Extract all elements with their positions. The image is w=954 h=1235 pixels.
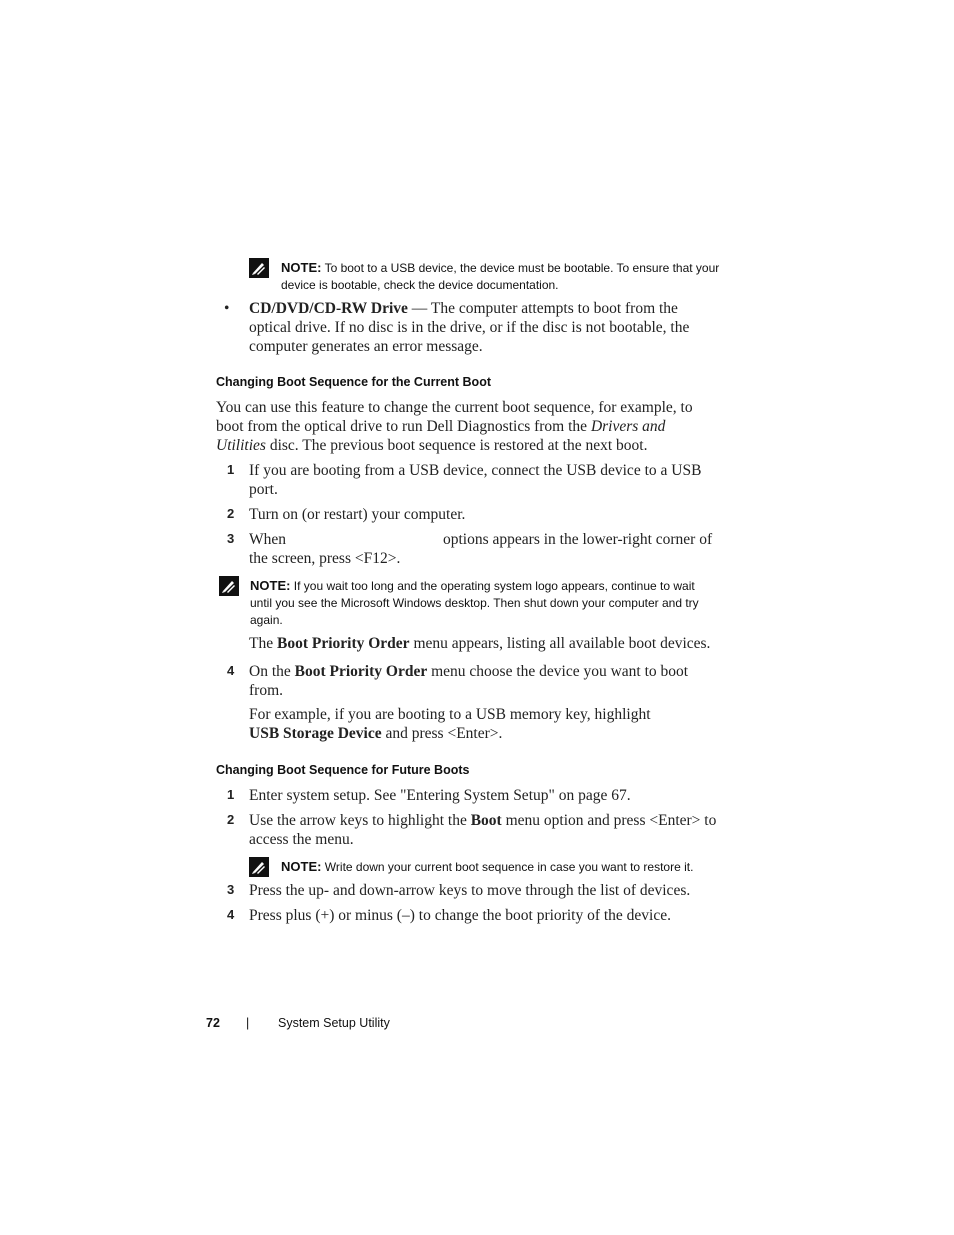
step-number: 1	[227, 462, 235, 477]
note-label: NOTE:	[281, 859, 322, 874]
step-text-b: menu choose the device you want to boot from.	[249, 663, 689, 699]
step-number: 3	[227, 882, 235, 897]
page-number: 72	[206, 1016, 220, 1030]
intro-text-a: You can use this feature to change the current boot sequence, for example, to boot from the optical drive to run Dell Diagnostics from the	[216, 399, 693, 435]
bullet-cd-drive	[249, 299, 704, 356]
note-icon	[249, 857, 269, 877]
bullet-text: — The computer attempts to boot from the optical drive. If no disc is in the drive, or if the disc is not bootable, the computer generates an error message.	[249, 300, 690, 355]
step-text: Enter system setup. See "Entering System Setup" on page 67.	[249, 787, 631, 804]
step-number: 4	[227, 907, 235, 922]
note-text: Write down your current boot sequence in case you want to restore it.	[324, 860, 694, 874]
step-text	[249, 811, 719, 849]
note-icon	[219, 576, 239, 596]
note-icon	[249, 258, 269, 278]
note-label: NOTE:	[281, 260, 322, 275]
section-heading-future-boots: Changing Boot Sequence for Future Boots	[216, 763, 470, 777]
intro-text-b: disc. The previous boot sequence is restored at the next boot.	[265, 437, 648, 454]
example-paragraph	[249, 705, 669, 743]
step-text: Press the up- and down-arrow keys to move through the list of devices.	[249, 882, 691, 899]
step-text: If you are booting from a USB device, connect the USB device to a USB port.	[249, 462, 702, 498]
example-text-a: For example, if you are booting to a USB memory key, highlight	[249, 706, 651, 723]
para-text-a: The	[249, 635, 277, 652]
step-text-a: When	[249, 531, 287, 548]
footer-section-title: System Setup Utility	[278, 1016, 390, 1030]
bullet-symbol: •	[224, 300, 230, 317]
footer-separator: |	[246, 1016, 250, 1030]
step-text: Turn on (or restart) your computer.	[249, 506, 466, 523]
step-bold: Boot Priority Order	[294, 663, 428, 680]
note-usb-bootable	[281, 259, 721, 294]
example-bold: USB Storage Device	[249, 725, 382, 742]
boot-menu-paragraph	[249, 634, 719, 653]
step-bold: Boot	[470, 812, 502, 829]
section-heading-current-boot: Changing Boot Sequence for the Current Boot	[216, 375, 491, 389]
step-text	[249, 662, 709, 700]
note-write-down	[281, 858, 731, 876]
step-number: 3	[227, 531, 235, 546]
step-number: 4	[227, 663, 235, 678]
intro-italic: Drivers and Utilities	[216, 418, 666, 454]
step-text-b: menu option and press <Enter> to access the menu.	[249, 812, 717, 848]
para-text-b: menu appears, listing all available boot devices.	[409, 635, 711, 652]
note-text: To boot to a USB device, the device must be bootable. To ensure that your device is bootable, check the device documentation.	[281, 261, 720, 292]
example-text-b: and press <Enter>.	[381, 725, 503, 742]
intro-paragraph	[216, 398, 716, 455]
step-number: 2	[227, 812, 235, 827]
note-label: NOTE:	[250, 578, 291, 593]
note-wait-too-long	[250, 577, 720, 629]
note-text: If you wait too long and the operating system logo appears, continue to wait until you see the Microsoft Windows desktop. Then shut down your computer and try again.	[250, 579, 699, 627]
step-text: Press plus (+) or minus (–) to change the boot priority of the device.	[249, 907, 671, 924]
step-number: 1	[227, 787, 235, 802]
step-number: 2	[227, 506, 235, 521]
step-text-a: Use the arrow keys to highlight the	[249, 812, 471, 829]
para-bold: Boot Priority Order	[276, 635, 410, 652]
step-text-a: On the	[249, 663, 295, 680]
bullet-term: CD/DVD/CD-RW Drive	[249, 300, 408, 317]
step-text-b: options appears in the lower-right corner of the screen, press <F12>.	[249, 531, 713, 567]
